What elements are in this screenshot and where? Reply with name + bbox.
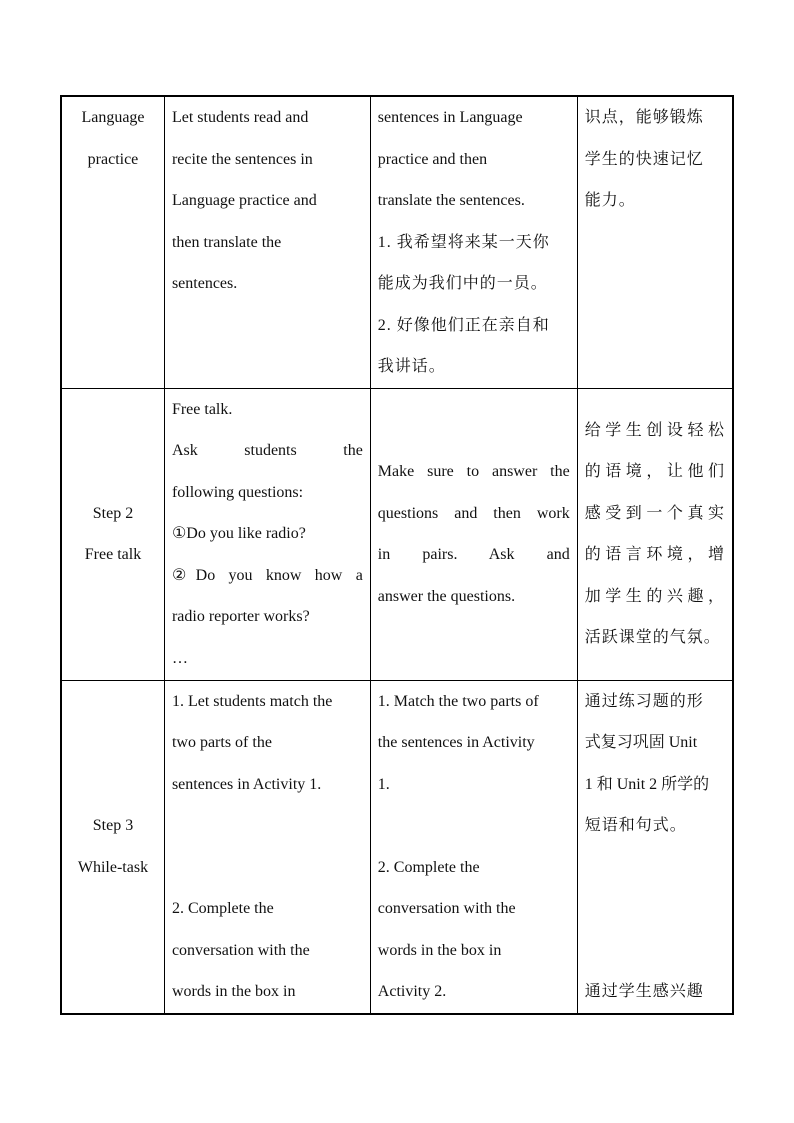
student-line: Activity 2.: [377, 983, 447, 1000]
purpose-line: 通过学生感兴趣: [584, 983, 704, 1000]
purpose-line: 1 和 Unit 2 所学的: [584, 775, 710, 793]
student-line: conversation with the: [377, 900, 516, 917]
teacher-line: radio reporter works?: [171, 608, 310, 625]
stage-line: While-task: [77, 858, 149, 876]
purpose-line: 的语言环境，增: [584, 546, 725, 563]
teacher-line: sentences in Activity 1.: [171, 775, 322, 793]
purpose-cell: [577, 96, 733, 388]
student-activity-cell: [370, 388, 577, 680]
student-activity-cell: [370, 680, 577, 1014]
stage-line: Step 3: [92, 817, 134, 834]
purpose-line: 能力。: [584, 192, 636, 209]
teacher-line: Language practice and: [171, 192, 317, 209]
teacher-line: recite the sentences in: [171, 150, 313, 168]
stage-line: Free talk: [84, 546, 142, 563]
teacher-line: [172, 847, 363, 889]
teacher-line: words in the box in: [171, 983, 296, 1000]
purpose-line: 给学生创设轻松: [584, 421, 725, 439]
purpose-line: 识点，能够锻炼: [584, 109, 704, 126]
student-line: answer the questions.: [377, 587, 516, 605]
teacher-line: Let students read and: [171, 109, 309, 126]
student-line: questions and then work: [377, 504, 570, 522]
purpose-line: [585, 847, 725, 889]
student-line: 2. 好像他们正在亲自和: [377, 316, 550, 334]
student-activity-cell: [370, 96, 577, 388]
teacher-line: Free talk.: [171, 400, 233, 418]
stage-line: practice: [87, 150, 139, 168]
purpose-line: 学生的快速记忆: [584, 150, 704, 168]
stage-line: Step 2: [92, 504, 134, 522]
purpose-cell: [577, 680, 733, 1014]
stage-cell: [61, 96, 164, 388]
teacher-line: following questions:: [171, 483, 304, 501]
purpose-line: 感受到一个真实: [584, 504, 725, 522]
teacher-line: ②Do you know how a: [171, 566, 363, 584]
stage-cell: [61, 680, 164, 1014]
teacher-line: 1. Let students match the: [171, 692, 333, 710]
teacher-line: 2. Complete the: [171, 900, 274, 917]
student-line: 能成为我们中的一员。: [377, 275, 548, 292]
teacher-line: two parts of the: [171, 734, 272, 751]
teacher-activity-cell: [164, 680, 370, 1014]
teacher-line: sentences.: [171, 275, 238, 292]
student-line: words in the box in: [377, 941, 502, 959]
purpose-line: 加学生的兴趣，: [584, 587, 725, 605]
table-row: [61, 96, 733, 388]
teacher-activity-cell: [164, 388, 370, 680]
teacher-activity-cell: [164, 96, 370, 388]
teacher-line: …: [171, 649, 188, 667]
teacher-line: Ask students the: [171, 442, 363, 459]
student-line: in pairs. Ask and: [377, 546, 570, 563]
student-line: the sentences in Activity: [377, 734, 535, 751]
purpose-line: 通过练习题的形: [584, 692, 704, 710]
student-line: 2. Complete the: [377, 858, 480, 876]
student-line: 1. Match the two parts of: [377, 692, 539, 710]
table-row: [61, 388, 733, 680]
purpose-line: [585, 930, 725, 972]
teacher-line: then translate the: [171, 233, 282, 251]
table-row: [61, 680, 733, 1014]
student-line: 1. 我希望将来某一天你: [377, 233, 550, 251]
student-line: [378, 805, 570, 847]
purpose-line: 活跃课堂的气氛。: [584, 629, 721, 646]
student-line: sentences in Language: [377, 109, 523, 126]
student-line: Make sure to answer the: [377, 463, 570, 480]
lesson-plan-table: [60, 95, 734, 1015]
student-line: translate the sentences.: [377, 192, 525, 209]
teacher-line: ①Do you like radio?: [171, 525, 306, 542]
purpose-line: 式复习巩固 Unit: [584, 734, 698, 751]
teacher-line: [172, 805, 363, 847]
stage-line: Language: [81, 109, 145, 126]
student-line: 我讲话。: [377, 358, 446, 375]
student-line: practice and then: [377, 150, 488, 168]
teacher-line: conversation with the: [171, 941, 310, 959]
purpose-line: 短语和句式。: [584, 817, 687, 834]
purpose-line: [585, 888, 725, 930]
stage-cell: [61, 388, 164, 680]
purpose-line: 的语境，让他们: [584, 463, 725, 480]
student-line: 1.: [377, 775, 390, 793]
purpose-cell: [577, 388, 733, 680]
